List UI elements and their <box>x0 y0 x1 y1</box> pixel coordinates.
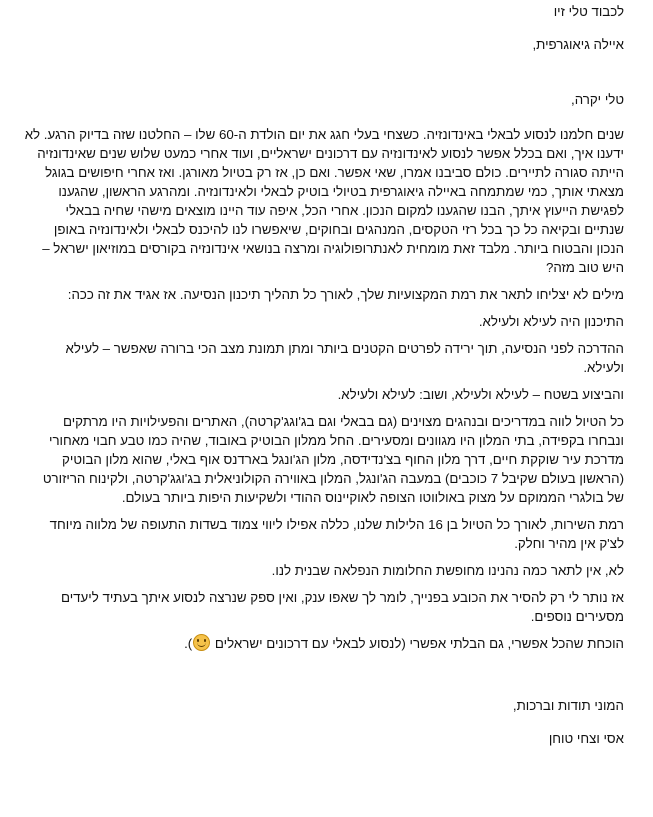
greeting: טלי יקרה, <box>571 92 624 107</box>
paragraph-tour: כל הטיול לווה במדריכים ובנהגים מצוינים (גם בבאלי וגם בג'וגג'קרטה), האתרים והפעילויות היו מרתקים ונבחרו בקפידה, בתי המלון היו מגוונים ומסעירים. החל ממלון הבוטיק באובוד, שהיה כמו טבע חבוי מאחורי מדרכת עיר שוקקת חיים, דרך מלון החוף בצ'נדידסה, מלון הג'ונגל בארדנס אוף באלי, שהוא מלון הבוטיק (הראשון בעולם שקיבל 7 כוכבים) במעבה הג'ונגל, המלון באווירה הקולוניאלית בג'וגג'קרטה, ולקינוח הריזורט של בולגרי הממוקם על מצוק באולווטו הצופה לאוקיינוס ההודי ולשקיעות היפות ביותר בעולם. <box>42 414 624 505</box>
proof-text: הוכחת שהכל אפשרי, גם הבלתי אפשרי (לנסוע לבאלי עם דרכונים ישראלים <box>214 636 624 651</box>
paragraph-intro: שנים חלמנו לנסוע לבאלי באינדונזיה. כשצחי בעלי חגג את יום הולדת ה-60 שלו – החלטנו שזה בדיוק הרגע. לא ידענו איך, ואם בכלל אפשר לנסוע לאינדונזיה עם דרכונים ישראליים, ועוד אחרי כמעט שלוש שנים שאינדונזיה הייתה סגורה לתיירים. כולם סביבנו אמרו, שאי אפשר. ואם כן, אז רק בטיול מאורגן. ואז אחרי חיפושים בגוגל מצאתי אותך, כמי שמתמחה באיילה גיאוגרפית בטיולי בוטיק לבאלי ולאינדונזיה. ומהרגע הראשון, שהגענו לפגישת הייעוץ איתך, הבנו שהגענו למקום הנכון. אחרי הכל, איפה עוד היינו מוצאים מישהי שחיה בבאלי שנתיים ובקיאה כל כך בכל רזי הטקסים, המנהגים ובחוקים, שיאפשרו לנו להיכנס לבאלי ולאינדונזיה באופן הנכון והבטוח ביותר. מלבד זאת מומחית לאנתרופולוגיה ומרצה בנושאי אינדונזיה בקורסים במוזיאון ישראל – היש טוב מזה? <box>24 127 624 275</box>
paragraph-service: רמת השירות, לאורך כל הטיול בן 16 הלילות שלנו, כללה אפילו ליווי צמוד בשדות התעופה של מלווה מיוחד לצ'ק אין מהיר וחלק. <box>49 517 624 551</box>
signature: אסי וצחי טוחן <box>548 731 624 746</box>
paragraph-planning: התיכנון היה לעילא ולעילא. <box>478 314 624 329</box>
paragraph-thanks: אז נותר לי רק להסיר את הכובע בפנייך, לומר לך שאפו ענק, ואין ספק שנרצה לנסוע איתך בעתיד ליעדים מסעירים נוספים. <box>60 590 624 624</box>
proof-close: ). <box>184 636 193 651</box>
paragraph-guidance: ההדרכה לפני הנסיעה, תוך ירידה לפרטים הקטנים ביותר ומתן תמונת מצב הכי ברורה שאפשר – לעילא ולעילא. <box>65 341 624 375</box>
paragraph-words: מילים לא יצליחו לתאר את רמת המקצועיות שלך, לאורך כל תהליך תיכנון הנסיעה. אז אגיד את זה ככה: <box>67 287 624 302</box>
paragraph-execution: והביצוע בשטח – לעילא ולעילא, ושוב: לעילא ולעילא. <box>337 387 624 402</box>
letter <box>24 2 624 748</box>
paragraph-enjoyment: לא, אין לתאר כמה נהנינו מחופשת החלומות הנפלאה שבנית לנו. <box>271 563 624 578</box>
company-line: איילה גיאוגרפית, <box>532 37 624 52</box>
smiling-face-icon <box>193 634 210 651</box>
recipient-line: לכבוד טלי זיו <box>553 4 624 19</box>
closing: המוני תודות וברכות, <box>512 698 624 713</box>
paragraph-proof <box>24 634 624 653</box>
